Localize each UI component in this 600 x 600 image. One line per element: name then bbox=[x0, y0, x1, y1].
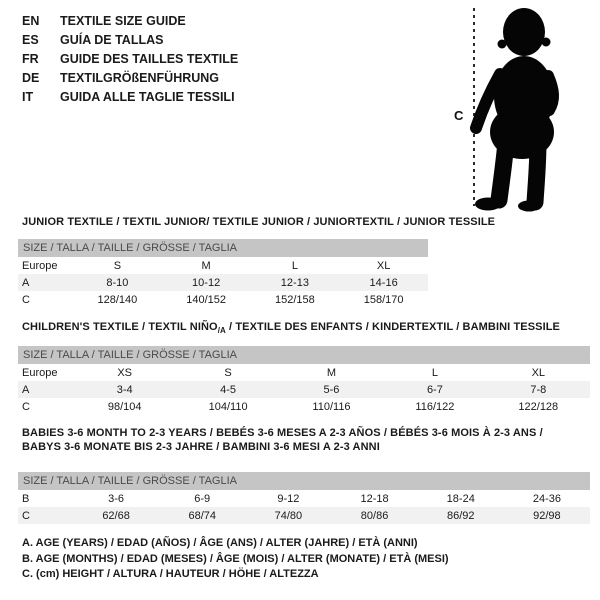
cell: M bbox=[326, 366, 337, 379]
babies-size-table bbox=[18, 472, 590, 524]
cell: 12-13 bbox=[280, 276, 309, 289]
cell: 14-16 bbox=[369, 276, 398, 289]
legend-line-b: B. AGE (MONTHS) / EDAD (MESES) / ÂGE (MOIS) / ALTER (MONATE) / ETÀ (MESI) bbox=[22, 552, 449, 565]
section-title-subscript: /A bbox=[217, 326, 226, 336]
language-code: ES bbox=[22, 33, 39, 47]
table-row-height bbox=[18, 291, 428, 308]
size-header-bar: SIZE / TALLA / TAILLE / GRÖSSE / TAGLIA bbox=[18, 239, 428, 257]
legend-line-a: A. AGE (YEARS) / EDAD (AÑOS) / ÂGE (ANS) / ALTER (JAHRE) / ETÀ (ANNI) bbox=[22, 537, 418, 549]
section-title-line2: BABYS 3-6 MONATE BIS 2-3 JAHRE / BAMBINI 3-6 MESI A 2-3 ANNI bbox=[22, 441, 380, 453]
cell: 6-9 bbox=[194, 492, 211, 505]
cell: 116/122 bbox=[415, 400, 455, 413]
cell: 5-6 bbox=[323, 383, 340, 396]
cell: 68/74 bbox=[188, 509, 216, 522]
language-code: IT bbox=[22, 90, 34, 104]
cell: 3-6 bbox=[108, 492, 125, 505]
cell: 92/98 bbox=[533, 509, 561, 522]
legend-line-c: C. (cm) HEIGHT / ALTURA / HAUTEUR / HÖHE / ALTEZZA bbox=[22, 568, 319, 580]
cell: 128/140 bbox=[97, 293, 138, 306]
cell: 18-24 bbox=[446, 492, 475, 505]
section-title-text: CHILDREN'S TEXTILE / TEXTIL NIÑO bbox=[22, 321, 218, 333]
section-title-babies bbox=[22, 426, 543, 454]
language-title: TEXTILE SIZE GUIDE bbox=[60, 14, 186, 28]
cell: 7-8 bbox=[530, 383, 547, 396]
cell: 62/68 bbox=[102, 509, 130, 522]
language-title: GUIDE DES TAILLES TEXTILE bbox=[60, 52, 239, 66]
cell: 158/170 bbox=[363, 293, 404, 306]
row-label: C bbox=[22, 509, 30, 522]
cell: XS bbox=[117, 366, 133, 379]
section-title-text: JUNIOR TEXTILE / TEXTIL JUNIOR/ TEXTILE JUNIOR / JUNIORTEXTIL / JUNIOR TESSILE bbox=[22, 216, 496, 228]
table-row-height bbox=[18, 507, 590, 524]
language-title: TEXTILGRÖßENFÜHRUNG bbox=[60, 71, 220, 85]
table-row-age-years bbox=[18, 381, 590, 398]
baby-silhouette-icon bbox=[448, 4, 588, 214]
table-row-europe bbox=[18, 364, 590, 381]
cell: L bbox=[431, 366, 438, 379]
table-row-age-years bbox=[18, 274, 428, 291]
language-row-en bbox=[22, 12, 238, 31]
row-label: C bbox=[22, 293, 30, 306]
section-title-text: / TEXTILE DES ENFANTS / KINDERTEXTIL / BAMBINI TESSILE bbox=[225, 321, 560, 333]
language-title-list bbox=[22, 12, 238, 107]
language-row-es bbox=[22, 31, 238, 50]
language-title: GUÍA DE TALLAS bbox=[60, 33, 164, 47]
cell: 4-5 bbox=[220, 383, 237, 396]
cell: 86/92 bbox=[446, 509, 475, 522]
row-label: Europe bbox=[22, 366, 58, 379]
row-label: Europe bbox=[22, 259, 58, 272]
cell: 8-10 bbox=[106, 276, 129, 289]
size-header-bar: SIZE / TALLA / TAILLE / GRÖSSE / TAGLIA bbox=[18, 346, 590, 364]
language-row-it bbox=[22, 88, 238, 107]
junior-size-table bbox=[18, 239, 428, 308]
cell: 122/128 bbox=[518, 400, 559, 413]
language-code: DE bbox=[22, 71, 40, 85]
cell: 152/158 bbox=[274, 293, 315, 306]
cell: 80/86 bbox=[360, 509, 389, 522]
toddler-silhouette bbox=[475, 8, 554, 212]
cell: M bbox=[201, 259, 211, 272]
table-row-height bbox=[18, 398, 590, 415]
cell: 9-12 bbox=[277, 492, 300, 505]
cell: 6-7 bbox=[426, 383, 443, 396]
row-label: B bbox=[22, 492, 30, 505]
section-title-junior bbox=[22, 215, 495, 229]
language-code: FR bbox=[22, 52, 39, 66]
table-row-age-months bbox=[18, 490, 590, 507]
section-title-children bbox=[22, 320, 560, 338]
cell: 74/80 bbox=[274, 509, 303, 522]
cell: S bbox=[224, 366, 232, 379]
language-row-fr bbox=[22, 50, 238, 69]
cell: 140/152 bbox=[186, 293, 226, 306]
cell: 24-36 bbox=[532, 492, 561, 505]
height-measure-label: C bbox=[454, 108, 464, 123]
cell: S bbox=[113, 259, 122, 272]
cell: L bbox=[291, 259, 298, 272]
cell: 10-12 bbox=[192, 276, 221, 289]
language-row-de bbox=[22, 69, 238, 88]
cell: XL bbox=[376, 259, 391, 272]
language-title: GUIDA ALLE TAGLIE TESSILI bbox=[60, 90, 235, 104]
baby-height-figure bbox=[448, 4, 588, 214]
children-size-table bbox=[18, 346, 590, 415]
cell: 98/104 bbox=[107, 400, 142, 413]
language-code: EN bbox=[22, 14, 40, 28]
cell: 3-4 bbox=[116, 383, 133, 396]
section-title-line1: BABIES 3-6 MONTH TO 2-3 YEARS / BEBÉS 3-6 MESES A 2-3 AÑOS / BÉBÉS 3-6 MOIS À 2-3 ANS / bbox=[22, 427, 543, 439]
cell: 110/116 bbox=[312, 400, 351, 413]
row-label: A bbox=[22, 383, 30, 396]
row-label: C bbox=[22, 400, 30, 413]
size-header-bar: SIZE / TALLA / TAILLE / GRÖSSE / TAGLIA bbox=[18, 472, 590, 490]
cell: 104/110 bbox=[208, 400, 248, 413]
cell: 12-18 bbox=[360, 492, 389, 505]
measure-legend bbox=[22, 536, 449, 583]
row-label: A bbox=[22, 276, 30, 289]
cell: XL bbox=[531, 366, 546, 379]
table-row-europe bbox=[18, 257, 428, 274]
